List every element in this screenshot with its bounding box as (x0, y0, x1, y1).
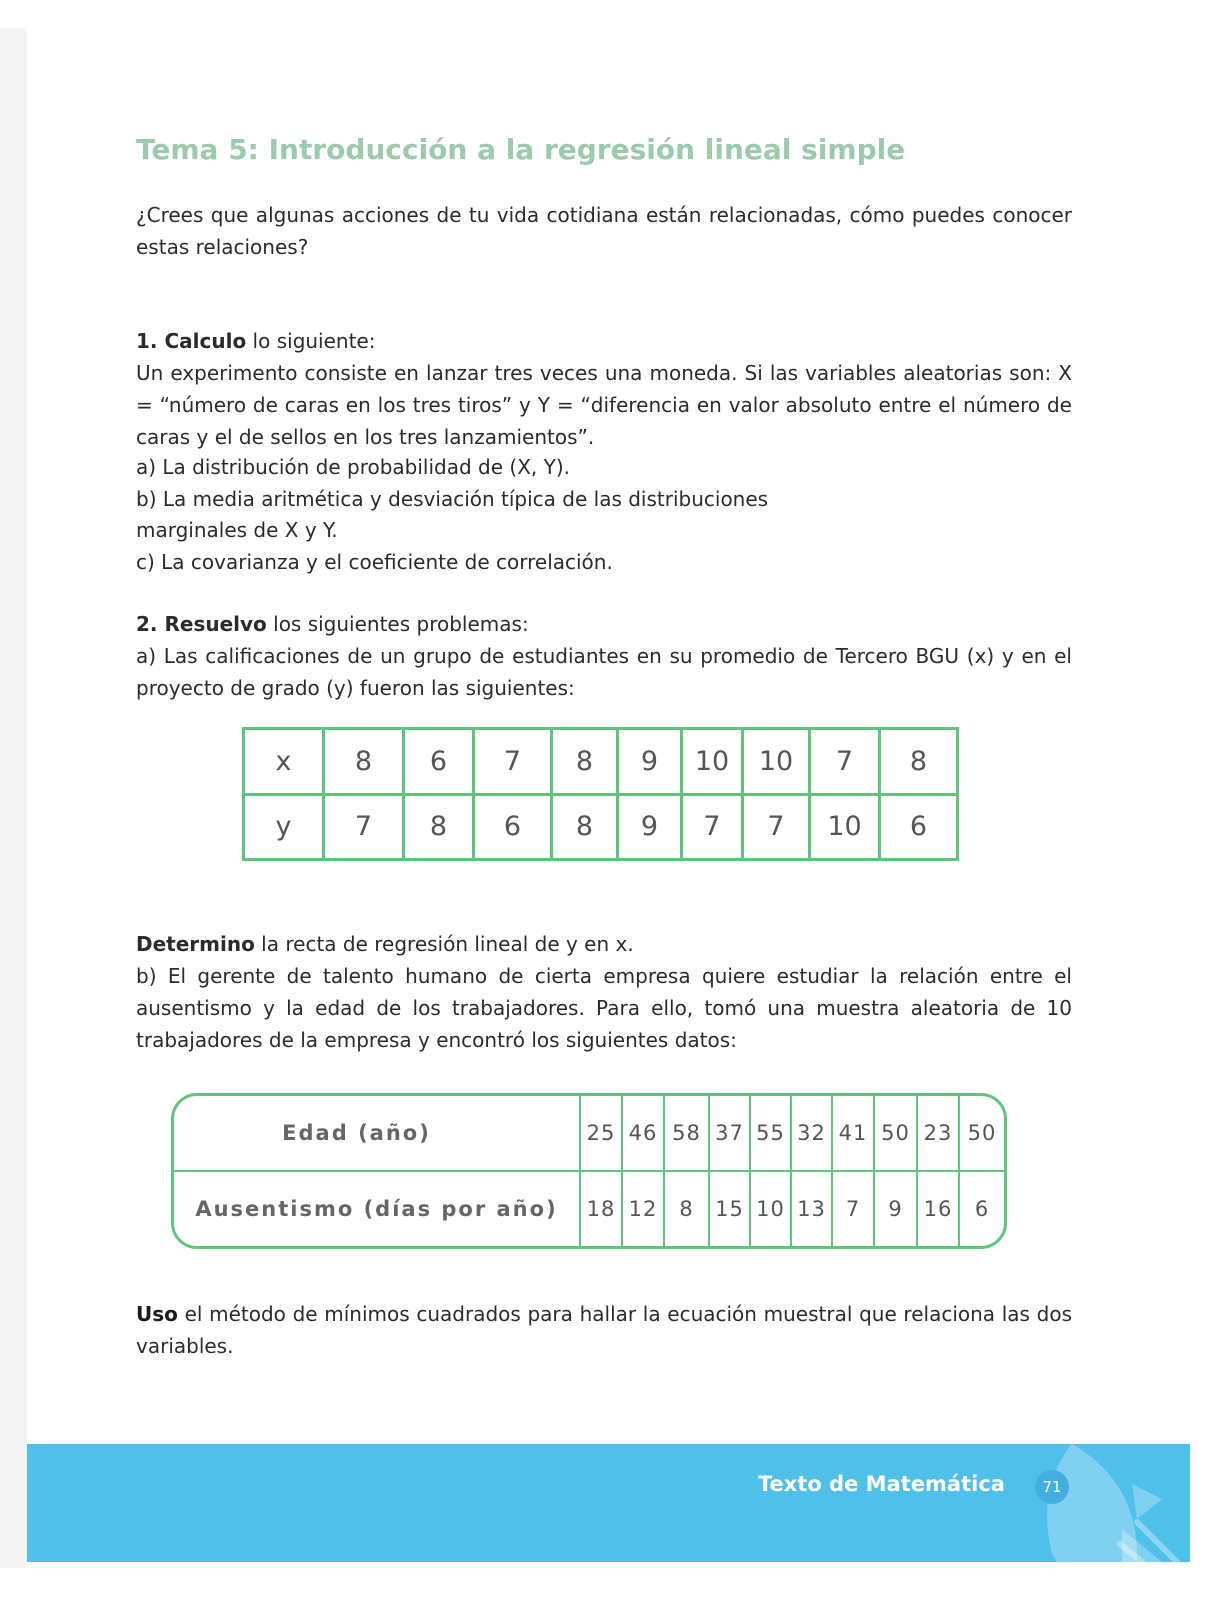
uso-text (136, 1298, 1072, 1362)
section1-heading (136, 325, 1072, 357)
y-value: 7 (682, 794, 743, 860)
edad-value: 50 (874, 1096, 917, 1171)
ausentismo-value: 18 (580, 1171, 622, 1246)
problem-b-text: b) El gerente de talento humano de cierta empresa quiere estudiar la relación entre el ausentismo y la edad de los trabajadores. Para ello, tomó una muestra aleatoria de 10 trabajadores de la empresa y encontró los siguientes datos: (136, 964, 1072, 1052)
section2-heading (136, 608, 1072, 640)
ausentismo-value: 16 (917, 1171, 959, 1246)
y-value: 8 (552, 794, 618, 860)
ausentismo-value: 9 (874, 1171, 917, 1246)
edad-row (174, 1096, 1004, 1171)
uso-rest: el método de mínimos cuadrados para hallar la ecuación muestral que relaciona las dos variables. (136, 1302, 1072, 1358)
page-edge-strip (0, 28, 27, 1568)
edad-value: 23 (917, 1096, 959, 1171)
ausentismo-row (174, 1171, 1004, 1246)
y-value: 10 (810, 794, 880, 860)
determine-rest: la recta de regresión lineal de y en x. (254, 932, 634, 956)
ausentismo-value: 8 (664, 1171, 709, 1246)
ausentismo-value: 7 (832, 1171, 874, 1246)
grades-row-y (244, 794, 958, 860)
ausentismo-value: 15 (709, 1171, 750, 1246)
section1-item-b-line2: marginales de X y Y. (136, 518, 338, 542)
edad-value: 37 (709, 1096, 750, 1171)
page-title: Tema 5: Introducción a la regresión lineal simple (136, 133, 906, 166)
section1-item-b-line1: b) La media aritmética y desviación típica de las distribuciones (136, 487, 769, 511)
y-value: 9 (618, 794, 682, 860)
y-value: 7 (743, 794, 810, 860)
edad-value: 41 (832, 1096, 874, 1171)
footer-title: Texto de Matemática (758, 1472, 1005, 1496)
determine-line (136, 928, 1072, 960)
absenteeism-table (171, 1093, 1007, 1249)
y-value: 7 (324, 794, 404, 860)
section2-heading-rest: los siguientes problemas: (266, 612, 529, 636)
section1-item-c: c) La covarianza y el coeficiente de correlación. (136, 550, 613, 574)
edad-value: 58 (664, 1096, 709, 1171)
x-value: 9 (618, 729, 682, 795)
ausentismo-label: Ausentismo (días por año) (174, 1171, 580, 1246)
edad-value: 32 (791, 1096, 832, 1171)
section1-heading-rest: lo siguiente: (246, 329, 376, 353)
determine-bold: Determino (136, 932, 255, 956)
row-label-x: x (244, 729, 324, 795)
ausentismo-value: 6 (974, 1197, 990, 1221)
problem-a-text: a) Las calificaciones de un grupo de estudiantes en su promedio de Tercero BGU (x) y en el proyecto de grado (y) fueron las siguientes: (136, 644, 1072, 700)
x-value: 8 (324, 729, 404, 795)
section2-heading-bold: 2. Resuelvo (136, 612, 267, 636)
section1-statement: Un experimento consiste en lanzar tres veces una moneda. Si las variables aleatorias son: X = “número de caras en los tres tiros” y Y = “diferencia en valor absoluto entre el número de caras y el de sellos en los tres lanzamientos”. (136, 361, 1072, 449)
ausentismo-value: 10 (750, 1171, 791, 1246)
edad-value: 46 (622, 1096, 664, 1171)
section1-heading-bold: 1. Calculo (136, 329, 247, 353)
edad-value: 55 (750, 1096, 791, 1171)
rocket-icon (1012, 1444, 1190, 1562)
edad-value: 25 (580, 1096, 622, 1171)
y-value: 8 (404, 794, 474, 860)
edad-label: Edad (año) (174, 1096, 580, 1171)
x-value: 7 (810, 729, 880, 795)
intro-question: ¿Crees que algunas acciones de tu vida cotidiana están relacionadas, cómo puedes conocer estas relaciones? (136, 203, 1072, 259)
grades-row-x (244, 729, 958, 795)
x-value: 8 (880, 729, 958, 795)
ausentismo-value: 12 (622, 1171, 664, 1246)
x-value: 7 (474, 729, 552, 795)
x-value: 8 (552, 729, 618, 795)
x-value: 6 (404, 729, 474, 795)
y-value: 6 (474, 794, 552, 860)
uso-bold: Uso (136, 1302, 178, 1326)
page-number: 71 (1035, 1470, 1069, 1504)
ausentismo-value: 13 (791, 1171, 832, 1246)
footer-band (27, 1444, 1190, 1562)
row-label-y: y (244, 794, 324, 860)
x-value: 10 (743, 729, 810, 795)
section1-item-a: a) La distribución de probabilidad de (X, Y). (136, 455, 571, 479)
y-value: 6 (880, 794, 958, 860)
grades-table (242, 727, 959, 861)
x-value: 10 (682, 729, 743, 795)
edad-value: 50 (959, 1096, 1004, 1171)
